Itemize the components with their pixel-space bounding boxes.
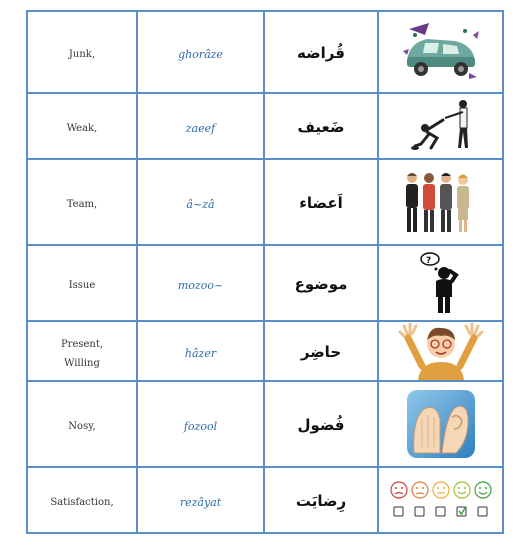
- image-cell: [378, 245, 503, 321]
- english-cell: [27, 381, 137, 467]
- wrecked-car-icon: [399, 21, 483, 83]
- english-cell: [27, 467, 137, 533]
- eavesdropping-ear-icon: [406, 389, 476, 459]
- transliteration-cell: [137, 381, 264, 467]
- persian-word: رِضایَت: [295, 491, 347, 510]
- persian-word: فُضول: [297, 415, 345, 434]
- english-cell: [27, 159, 137, 245]
- english-cell: [27, 93, 137, 159]
- english-word: Junk,: [68, 49, 96, 61]
- table-row: [27, 381, 503, 467]
- persian-cell: [264, 245, 378, 321]
- team-people-icon: [400, 168, 482, 236]
- transliteration: â~zâ: [186, 197, 215, 211]
- persian-cell: [264, 159, 378, 245]
- image-cell: [378, 381, 503, 467]
- thinking-person-icon: [416, 251, 466, 315]
- transliteration-cell: [137, 467, 264, 533]
- vocabulary-table: [26, 10, 504, 534]
- persian-cell: [264, 467, 378, 533]
- transliteration: zaeef: [185, 121, 216, 135]
- image-cell: [378, 321, 503, 381]
- image-cell: [378, 11, 503, 93]
- transliteration: rezâyat: [179, 495, 222, 509]
- transliteration: mozoo~: [177, 278, 224, 292]
- transliteration-cell: [137, 159, 264, 245]
- english-word: Team,: [66, 199, 98, 211]
- table-row: [27, 245, 503, 321]
- table-row: [27, 321, 503, 381]
- english-cell: [27, 11, 137, 93]
- english-word: Weak,: [66, 123, 98, 135]
- persian-cell: [264, 93, 378, 159]
- transliteration: fozool: [183, 419, 218, 433]
- transliteration: hâzer: [184, 346, 217, 360]
- english-cell: [27, 245, 137, 321]
- table-row: [27, 159, 503, 245]
- image-cell: [378, 93, 503, 159]
- persian-word: موضوع: [294, 274, 348, 293]
- image-cell: [378, 467, 503, 533]
- image-cell: [378, 159, 503, 245]
- persian-cell: [264, 321, 378, 381]
- persian-cell: [264, 381, 378, 467]
- english-word: Issue: [68, 280, 96, 292]
- table-row: [27, 11, 503, 93]
- helping-hand-icon: [401, 98, 481, 154]
- english-word: Satisfaction,: [50, 497, 114, 509]
- svg-text:?: ?: [425, 256, 431, 266]
- english-cell: [27, 321, 137, 381]
- persian-word: ضَعیف: [297, 117, 345, 136]
- persian-word: اَعضاء: [299, 193, 343, 212]
- table-row: [27, 93, 503, 159]
- persian-word: حاضِر: [300, 342, 342, 361]
- raised-hands-boy-icon: [394, 322, 488, 380]
- transliteration-cell: [137, 245, 264, 321]
- persian-cell: [264, 11, 378, 93]
- english-word: Present, Willing: [60, 338, 104, 369]
- persian-word: قُراضه: [297, 43, 345, 62]
- transliteration-cell: [137, 11, 264, 93]
- transliteration-cell: [137, 93, 264, 159]
- english-word: Nosy,: [68, 421, 96, 433]
- satisfaction-faces-icon: [389, 481, 493, 519]
- transliteration-cell: [137, 321, 264, 381]
- transliteration: ghorâze: [178, 47, 223, 61]
- table-row: [27, 467, 503, 533]
